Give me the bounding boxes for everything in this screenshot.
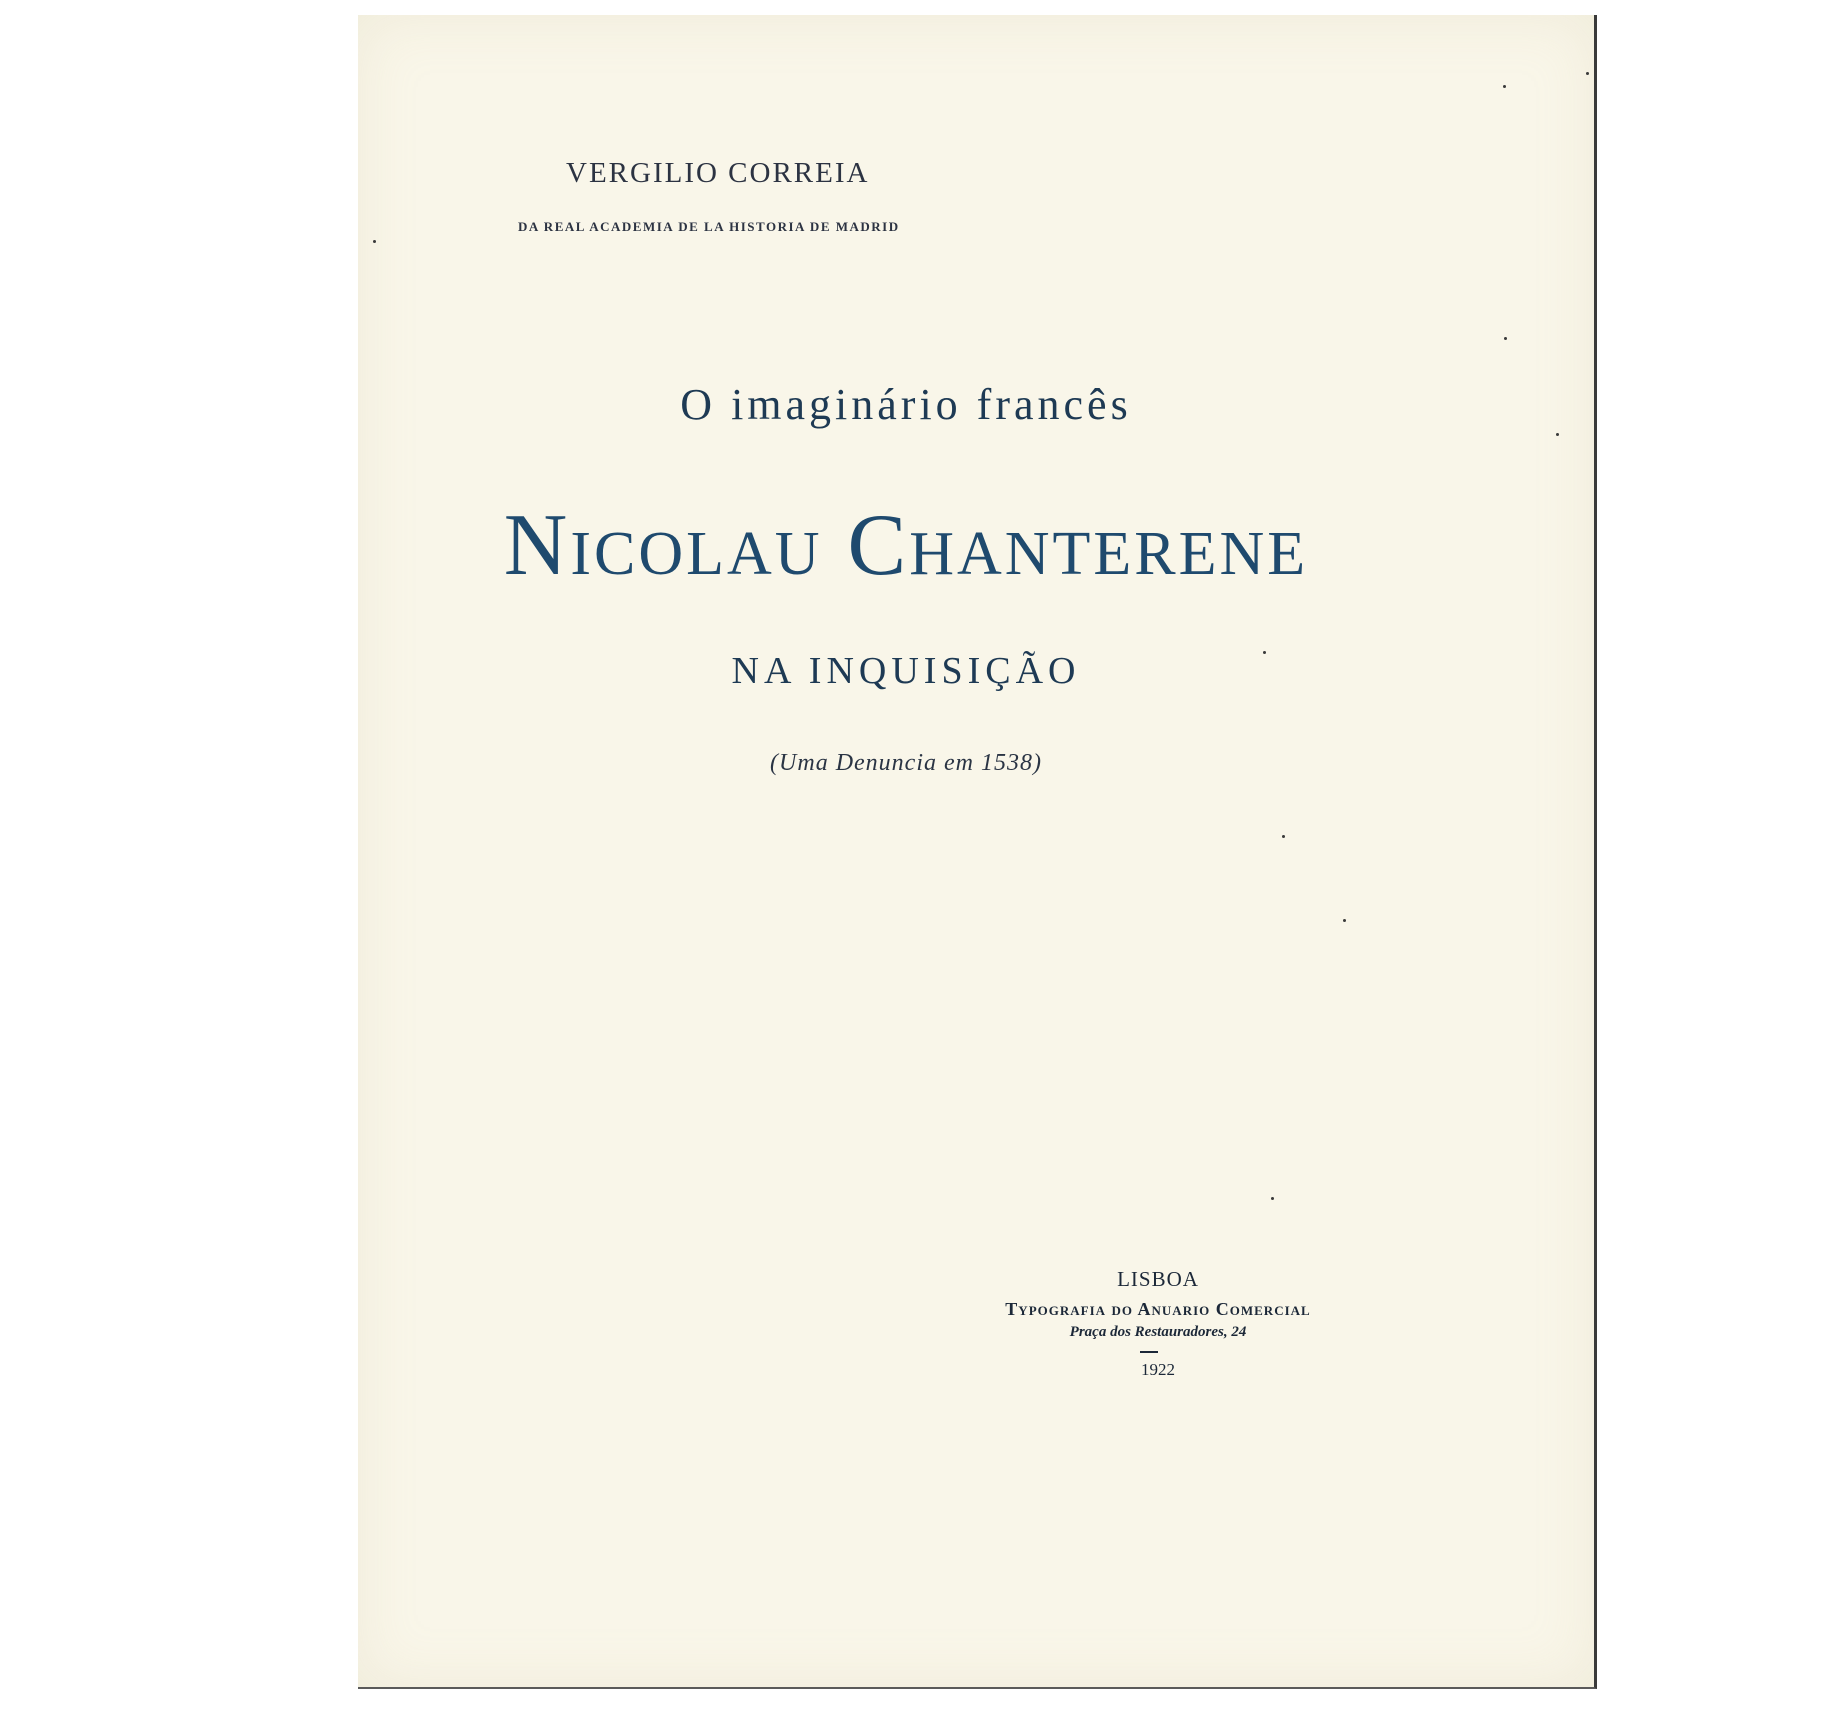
paper-speck	[1271, 1197, 1274, 1200]
imprint-year: 1922	[1141, 1360, 1175, 1379]
paper-speck	[1263, 651, 1266, 654]
imprint-address: Praça dos Restauradores, 24	[1069, 1324, 1247, 1340]
title-line-3: NA INQUISIÇÃO	[731, 650, 1081, 692]
author-name: VERGILIO CORREIA	[566, 157, 870, 189]
title-line-1: O imaginário francês	[680, 380, 1132, 429]
imprint-printer: Typografia do Anuario Comercial	[1005, 1299, 1311, 1319]
paper-speck	[1503, 85, 1506, 88]
paper-speck	[1282, 835, 1285, 838]
paper-speck	[1586, 72, 1589, 75]
book-cover-page	[358, 15, 1597, 1689]
paper-speck	[1343, 919, 1346, 922]
subtitle: (Uma Denuncia em 1538)	[770, 750, 1042, 776]
imprint-divider	[1140, 1351, 1158, 1353]
paper-speck	[1504, 337, 1507, 340]
imprint-city: LISBOA	[1117, 1267, 1199, 1291]
author-affiliation: DA REAL ACADEMIA DE LA HISTORIA DE MADRID	[518, 219, 900, 234]
paper-speck	[1556, 433, 1559, 436]
main-title: Nicolau Chanterene	[503, 497, 1309, 594]
paper-speck	[373, 240, 376, 243]
